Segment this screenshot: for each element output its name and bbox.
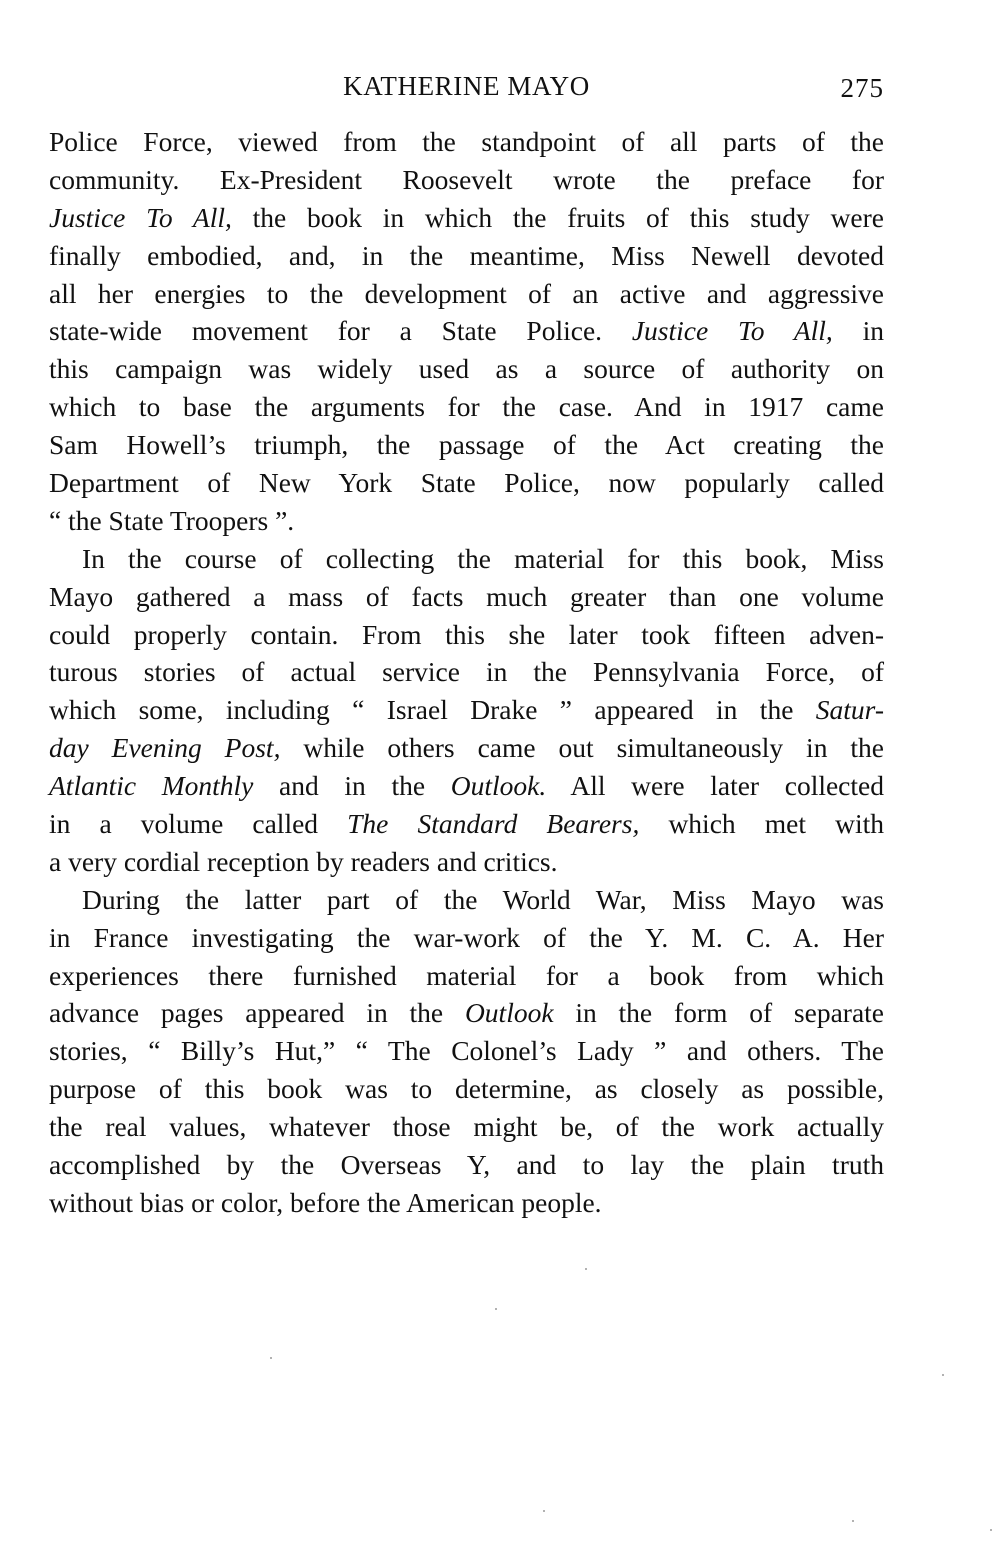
text-line xyxy=(49,805,884,843)
text-line xyxy=(49,502,884,540)
text-segment: in the form of separate xyxy=(553,997,884,1029)
italic-text: Outlook xyxy=(464,997,554,1029)
text-line xyxy=(49,123,884,161)
text-segment: in a volume called xyxy=(49,808,348,840)
text-line xyxy=(49,957,884,995)
text-segment: in xyxy=(832,315,884,347)
text-line xyxy=(49,881,884,919)
text-line xyxy=(49,426,884,464)
text-line xyxy=(49,312,884,350)
page-number: 275 xyxy=(840,73,884,103)
text-line xyxy=(49,275,884,313)
text-segment: community. Ex-President Roosevelt wrote the preface for xyxy=(49,163,884,195)
italic-text: Atlantic Monthly xyxy=(49,770,254,802)
text-line xyxy=(49,578,884,616)
text-segment: accomplished by the Overseas Y, and to lay the plain truth xyxy=(49,1149,884,1181)
text-line xyxy=(49,1032,884,1070)
text-segment: All were later collected xyxy=(546,770,884,802)
text-segment: “ the State Troopers ”. xyxy=(49,504,295,536)
text-segment: turous stories of actual service in the Pennsylvania Force, of xyxy=(49,656,884,688)
text-line xyxy=(49,388,884,426)
text-segment: which some, including “ Israel Drake ” appeared in the xyxy=(49,694,816,726)
italic-text: Outlook. xyxy=(450,770,547,802)
text-segment: in France investigating the war-work of the Y. M. C. A. Her xyxy=(49,921,884,953)
text-segment: In the course of collecting the material for this book, Miss xyxy=(82,542,884,574)
text-line xyxy=(49,350,884,388)
text-line xyxy=(49,691,884,729)
text-line xyxy=(49,237,884,275)
text-segment: which met with xyxy=(639,808,884,840)
text-line xyxy=(49,464,884,502)
body-text xyxy=(49,123,884,1222)
text-segment: could properly contain. From this she later took fifteen adven- xyxy=(49,618,884,650)
text-segment: stories, “ Billy’s Hut,” “ The Colonel’s Lady ” and others. The xyxy=(49,1035,884,1067)
text-line xyxy=(49,199,884,237)
text-line xyxy=(49,161,884,199)
text-line xyxy=(49,767,884,805)
text-line xyxy=(49,1108,884,1146)
text-segment: and in the xyxy=(253,770,451,802)
text-segment: the book in which the fruits of this study were xyxy=(231,201,885,233)
text-line xyxy=(49,616,884,654)
running-title: KATHERINE MAYO xyxy=(343,71,590,101)
text-segment: advance pages appeared in the xyxy=(49,997,465,1029)
text-segment: which to base the arguments for the case. And in 1917 came xyxy=(49,391,884,423)
text-segment: a very cordial reception by readers and critics. xyxy=(49,845,558,877)
scan-speck xyxy=(543,1510,545,1512)
scan-speck xyxy=(942,1374,944,1376)
text-segment: experiences there furnished material for a book from which xyxy=(49,959,884,991)
text-line xyxy=(49,653,884,691)
text-segment: the real values, whatever those might be, of the work actually xyxy=(49,1111,884,1143)
text-line xyxy=(49,1070,884,1108)
italic-text: day Evening Post, xyxy=(49,732,281,764)
text-line xyxy=(49,919,884,957)
text-segment: purpose of this book was to determine, as closely as possible, xyxy=(49,1073,884,1105)
text-line xyxy=(49,540,884,578)
text-segment: while others came out simultaneously in the xyxy=(280,732,884,764)
text-line xyxy=(49,1146,884,1184)
text-line xyxy=(49,729,884,767)
text-segment: this campaign was widely used as a source of authority on xyxy=(49,353,884,385)
scan-speck xyxy=(852,1520,854,1522)
italic-text: Satur- xyxy=(815,694,884,726)
text-line xyxy=(49,843,884,881)
text-segment: Department of New York State Police, now popularly called xyxy=(49,467,884,499)
text-segment: all her energies to the development of an active and aggressive xyxy=(49,277,884,309)
text-line xyxy=(49,1184,884,1222)
scan-speck xyxy=(585,1268,587,1270)
scan-speck xyxy=(990,1529,992,1531)
text-segment: Mayo gathered a mass of facts much greater than one volume xyxy=(49,580,884,612)
italic-text: The Standard Bearers, xyxy=(347,808,640,840)
text-line xyxy=(49,994,884,1032)
text-segment: Sam Howell’s triumph, the passage of the Act creating the xyxy=(49,429,884,461)
italic-text: Justice To All, xyxy=(631,315,833,347)
text-segment: During the latter part of the World War, Miss Mayo was xyxy=(82,883,884,915)
italic-text: Justice To All, xyxy=(49,201,232,233)
running-head xyxy=(49,66,884,106)
scan-speck xyxy=(270,1357,272,1359)
text-segment: Police Force, viewed from the standpoint of all parts of the xyxy=(49,126,884,157)
text-segment: state-wide movement for a State Police. xyxy=(49,315,632,347)
text-segment: finally embodied, and, in the meantime, Miss Newell devoted xyxy=(49,239,884,271)
text-segment: without bias or color, before the American people. xyxy=(49,1186,602,1218)
scan-speck xyxy=(495,1308,497,1310)
